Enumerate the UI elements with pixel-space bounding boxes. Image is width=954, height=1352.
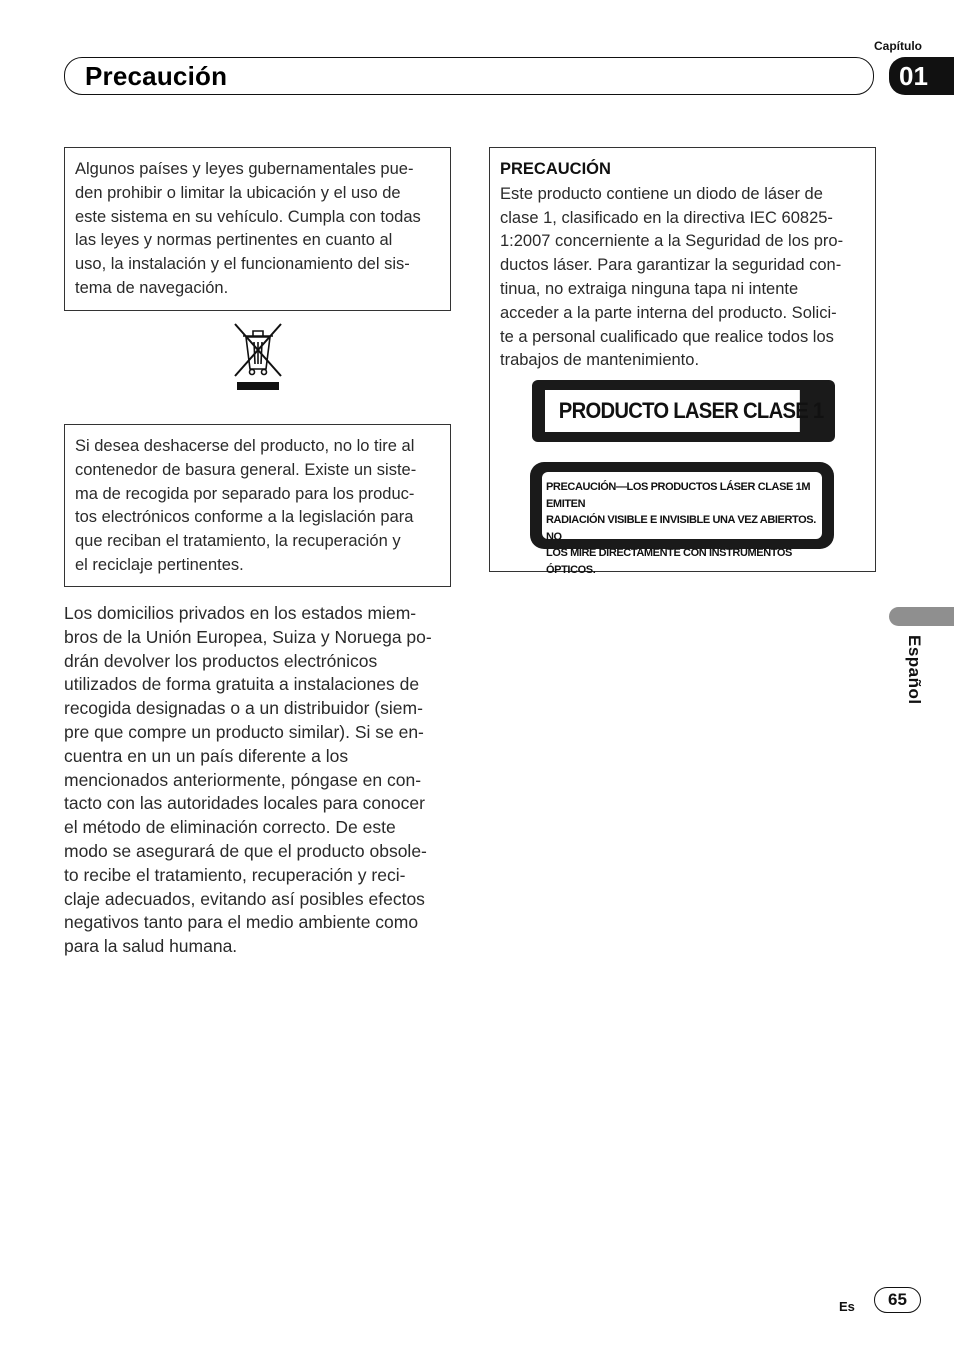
laser-class-label-text: PRODUCTO LASER CLASE 1 [545,390,800,432]
language-tab-label: Español [905,635,924,705]
notice-box-regulations [64,147,451,311]
body-text-recycling: Los domicilios privados en los estados miem- bros de la Unión Europea, Suiza y Noruega po- drán devolver los productos electrónicos utilizados de forma gratuita a instalaciones de recogida designadas o a un distribuidor (siem- pre que compre un producto similar). Si se en- cuentra en un un país diferente a los mencionados anteriormente, póngase en con- tacto con las autoridades locales para conocer el método de eliminación correcto. De este modo se asegurará de que el producto obsole- to recibe el tratamiento, recuperación y reci- claje adecuados, evitando así posibles efectos negativos tanto para el medio ambiente como para la salud humana. [64,603,432,957]
title-bar [64,57,874,95]
footer-language-code: Es [839,1299,855,1314]
page-number: 65 [874,1287,921,1313]
language-tab [889,607,954,626]
caution-text: Este producto contiene un diodo de láser de clase 1, clasificado en la directiva IEC 60825- 1:2007 concerniente a la Seguridad de los pro- ductos láser. Para garantizar la seguridad con- tinua, no extraiga ninguna tapa ni intente acceder a la parte interna del producto. Solici- te a personal cualificado que realice todos los trabajos de mantenimiento. [500,184,844,370]
notice-box-disposal [64,424,451,587]
crossed-out-wheelie-bin-icon [232,321,284,393]
chapter-number-badge: 01 [889,57,954,95]
notice-text-disposal: Si desea deshacerse del producto, no lo tire al contenedor de basura general. Existe un siste- ma de recogida por separado para los produc- tos electrónicos conforme a la legislación para que reciban el tratamiento, la recuperación y el reciclaje pertinentes. [75,437,417,574]
chapter-label: Capítulo [874,39,922,53]
page-title: Precaución [85,61,228,91]
notice-text-regulations: Algunos países y leyes gubernamentales pue- den prohibir o limitar la ubicación y el uso de este sistema en su vehículo. Cumpla con todas las leyes y normas pertinentes en cuanto al uso, la instalación y el funcionamiento del sis- tema de navegación. [75,160,421,297]
laser-warning-label [530,462,834,576]
caution-title: PRECAUCIÓN [500,160,611,178]
laser-class-label [532,380,835,442]
laser-warning-label-text: PRECAUCIÓN—LOS PRODUCTOS LÁSER CLASE 1M EMITEN RADIACIÓN VISIBLE E INVISIBLE UNA VEZ ABIERTOS. NO LOS MIRE DIRECTAMENTE CON INSTRUMENTOS ÓPTICOS. [542,472,822,539]
